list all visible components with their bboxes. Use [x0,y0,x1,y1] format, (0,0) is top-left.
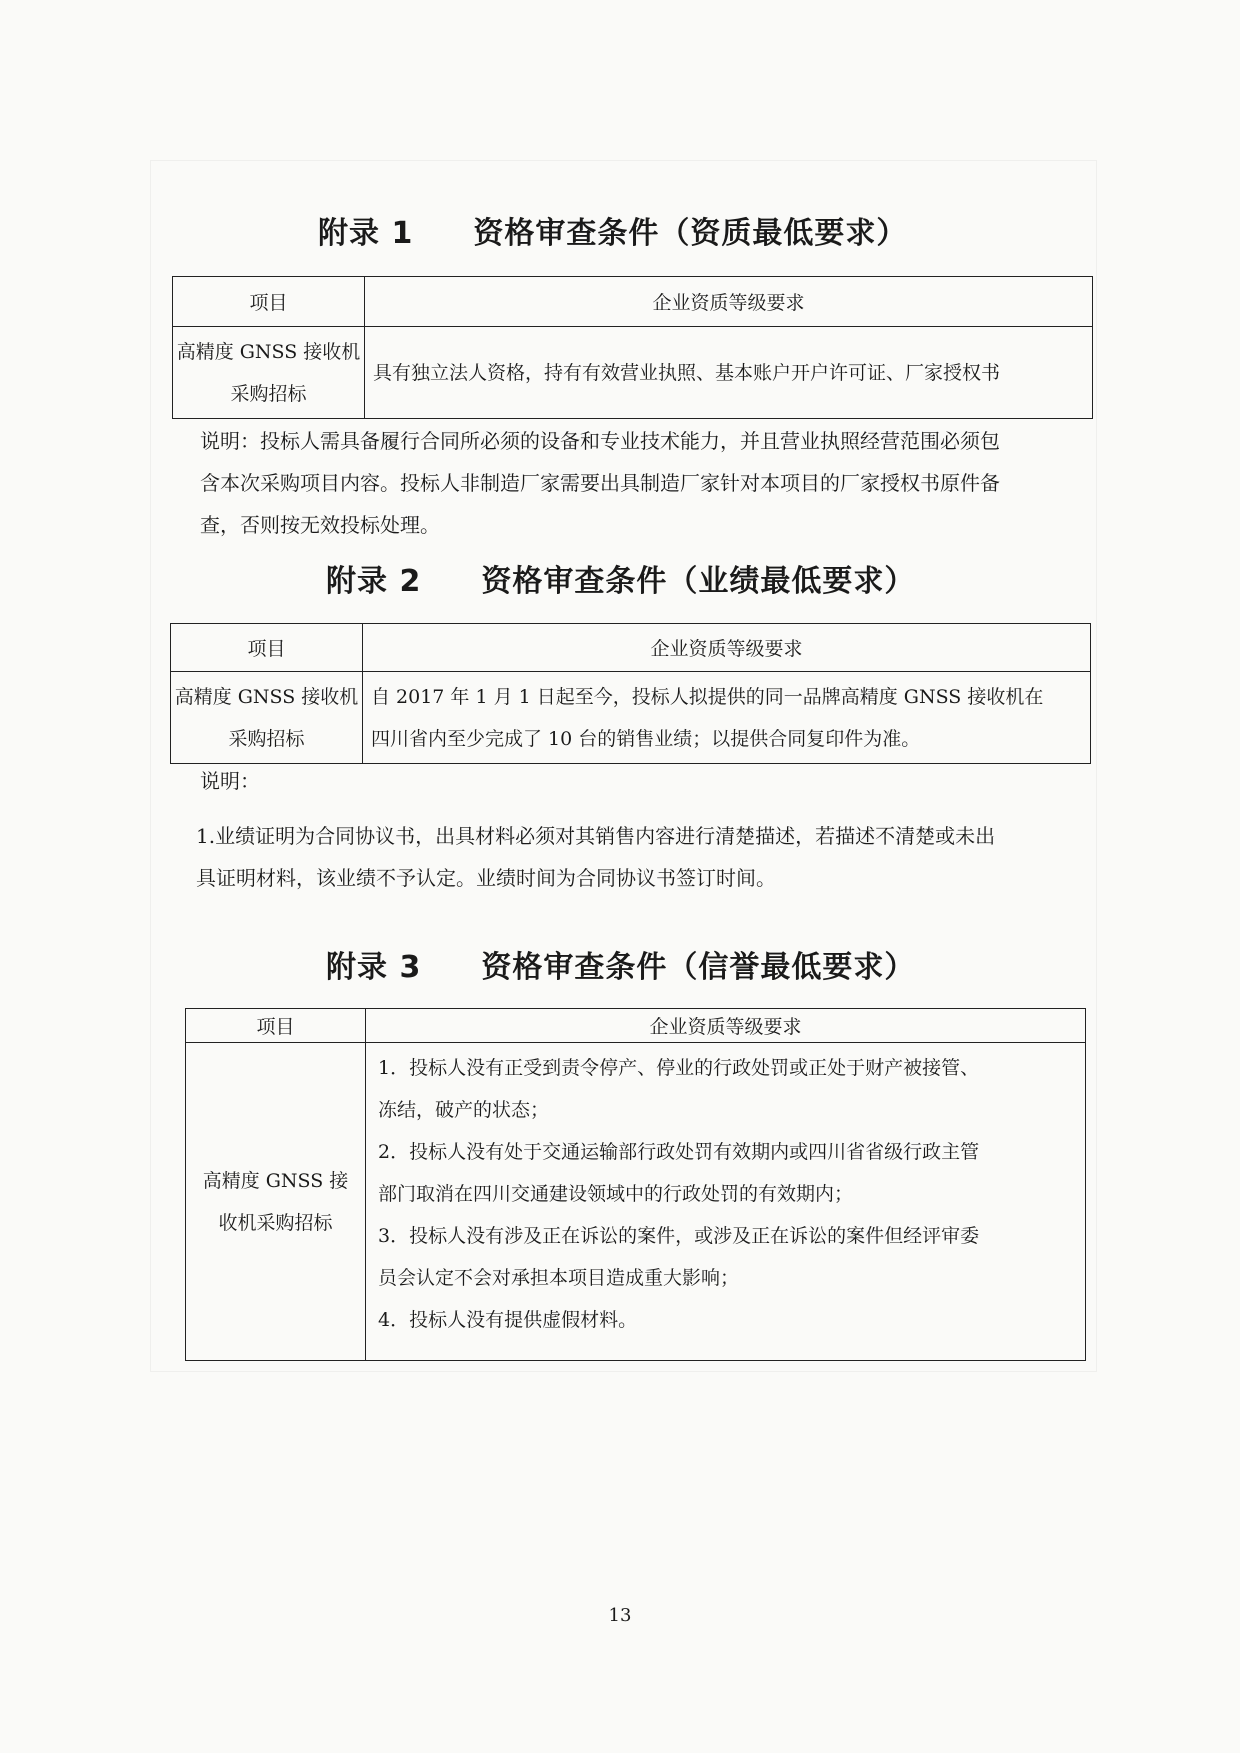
requirement-line: 部门取消在四川交通建设领域中的行政处罚的有效期内； [378,1183,854,1205]
appendix-2-number: 附录 2 [326,564,422,599]
table-header-item: 项目 [171,624,363,672]
appendix-2-note [196,815,995,899]
note-line: 查，否则按无效投标处理。 [200,513,440,537]
table-row-requirement [363,672,1091,764]
table-row-item [186,1043,366,1361]
appendix-2-table [170,623,1091,764]
table-row-requirement: 具有独立法人资格，持有有效营业执照、基本账户开户许可证、厂家授权书 [365,327,1093,419]
table-header-requirement: 企业资质等级要求 [365,277,1093,327]
item-line: 采购招标 [228,727,305,750]
appendix-2-note-title: 说明： [200,769,260,793]
item-line: 收机采购招标 [218,1211,333,1234]
requirement-line: 自 2017 年 1 月 1 日起至今，投标人拟提供的同一品牌高精度 GNSS 接收机在 [371,685,1044,708]
table-row-item [173,327,365,419]
appendix-3-number: 附录 3 [326,950,422,985]
appendix-2-heading [326,556,915,600]
requirement-line: 3．投标人没有涉及正在诉讼的案件，或涉及正在诉讼的案件但经评审委 [378,1225,980,1247]
appendix-1-heading [318,208,907,252]
item-line: 采购招标 [230,382,307,405]
appendix-1-title: 资格审查条件（资质最低要求） [473,216,908,251]
requirement-line: 四川省内至少完成了 10 台的销售业绩；以提供合同复印件为准。 [371,727,921,750]
note-line: 含本次采购项目内容。投标人非制造厂家需要出具制造厂家针对本项目的厂家授权书原件备 [200,471,1000,495]
requirement-line: 1．投标人没有正受到责令停产、停业的行政处罚或正处于财产被接管、 [378,1057,980,1079]
appendix-1-number: 附录 1 [318,216,414,251]
requirement-line: 员会认定不会对承担本项目造成重大影响； [378,1267,740,1289]
appendix-1-table [172,276,1093,419]
requirement-line: 2．投标人没有处于交通运输部行政处罚有效期内或四川省省级行政主管 [378,1141,980,1163]
appendix-3-heading [326,942,915,986]
note-line: 1.业绩证明为合同协议书，出具材料必须对其销售内容进行清楚描述，若描述不清楚或未出 [196,824,996,848]
table-row-item [171,672,363,764]
table-header-requirement: 企业资质等级要求 [366,1009,1086,1043]
note-line: 具证明材料，该业绩不予认定。业绩时间为合同协议书签订时间。 [196,866,776,890]
table-row-requirement [366,1043,1086,1361]
note-line: 说明：投标人需具备履行合同所必须的设备和专业技术能力，并且营业执照经营范围必须包 [200,429,1000,453]
item-line: 高精度 GNSS 接收机 [174,685,359,708]
appendix-3-title: 资格审查条件（信誉最低要求） [481,950,916,985]
appendix-3-table [185,1008,1086,1361]
requirement-line: 冻结，破产的状态； [378,1099,550,1121]
item-line: 高精度 GNSS 接收机 [176,340,361,363]
requirement-line: 4．投标人没有提供虚假材料。 [378,1309,638,1331]
table-header-item: 项目 [173,277,365,327]
appendix-1-note [200,420,1000,546]
item-line: 高精度 GNSS 接 [202,1169,349,1192]
page-number: 13 [608,1605,632,1626]
table-header-item: 项目 [186,1009,366,1043]
table-header-requirement: 企业资质等级要求 [363,624,1091,672]
appendix-2-title: 资格审查条件（业绩最低要求） [481,564,916,599]
